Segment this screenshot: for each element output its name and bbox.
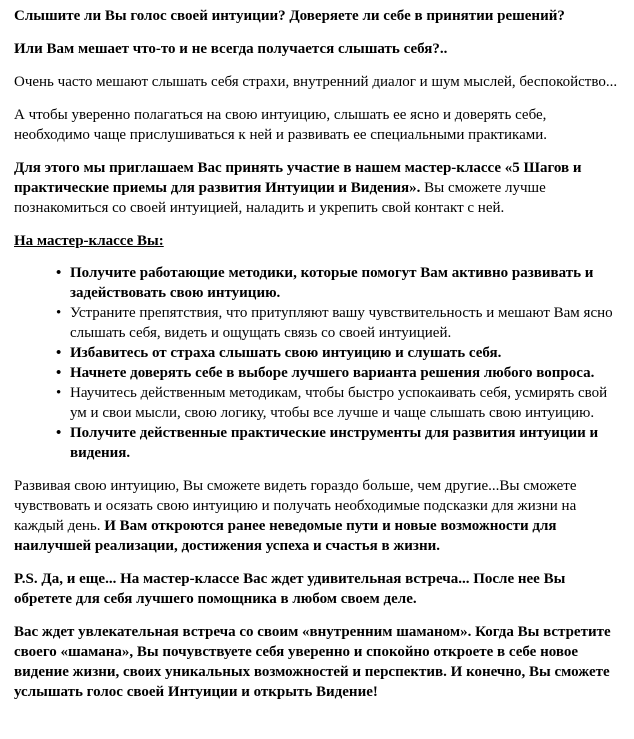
list-item: • Научитесь действенным методикам, чтобы быстро успокаивать себя, усмирять свой ум и свои мысли, свою логику, чтобы все лучше и чаще слышать свою интуицию. — [56, 383, 624, 423]
intro-question-primary: Слышите ли Вы голос своей интуиции? Доверяете ли себе в принятии решений? — [14, 8, 565, 24]
list-item: • Начнете доверять себе в выборе лучшего варианта решения любого вопроса. — [56, 363, 624, 383]
benefits-list — [14, 263, 624, 463]
masterclass-invitation-rest: Вы сможете лучше познакомиться со своей интуицией, наладить и укрепить свой контакт с ней. — [14, 180, 546, 216]
paragraph-masterclass-invitation — [14, 158, 624, 218]
intro-question-secondary: Или Вам мешает что-то и не всегда получается слышать себя?.. — [14, 41, 448, 57]
list-item: • Избавитесь от страха слышать свою интуицию и слушать себя. — [56, 343, 624, 363]
developing-intuition-regular: Развивая свою интуицию, Вы сможете видеть гораздо больше, чем другие...Вы сможете чувствовать и осязать свою интуицию и получать необходимые подсказки для жизни на каждый день. — [14, 478, 577, 534]
paragraph-postscript: P.S. Да, и еще... На мастер-классе Вас ждет удивительная встреча... После нее Вы обретете для себя лучшего помощника в любом своем деле. — [14, 571, 566, 607]
list-item: • Получите действенные практические инструменты для развития интуиции и видения. — [56, 423, 624, 463]
list-item: • Получите работающие методики, которые помогут Вам активно развивать и задействовать свою интуицию. — [56, 263, 624, 303]
section-heading-benefits: На мастер-классе Вы: — [14, 233, 164, 249]
paragraph-intuition-practices: А чтобы уверенно полагаться на свою интуицию, слышать ее ясно и доверять себе, необходимо чаще прислушиваться к ней и развивать ее специальными практиками. — [14, 107, 548, 143]
masterclass-invitation-bold: Для этого мы приглашаем Вас принять участие в нашем мастер-классе «5 Шагов и практические приемы для развития Интуиции и Видения». — [14, 160, 582, 196]
paragraph-developing-intuition — [14, 476, 624, 556]
paragraph-obstacles: Очень часто мешают слышать себя страхи, внутренний диалог и шум мыслей, беспокойство... — [14, 74, 618, 90]
paragraph-closing-shaman: Вас ждет увлекательная встреча со своим «внутренним шаманом». Когда Вы встретите своего «шамана», Вы почувствуете себя уверенно и спокойно откроете в себе новое видение жизни, своих уникальных возможностей и перспектив. И конечно, Вы сможете услышать голос своей Интуиции и открыть Видение! — [14, 624, 611, 700]
developing-intuition-bold: И Вам откроются ранее неведомые пути и новые возможности для наилучшей реализации, достижения успеха и счастья в жизни. — [14, 518, 557, 554]
list-item: • Устраните препятствия, что притупляют вашу чувствительность и мешают Вам ясно слышать себя, видеть и ощущать связь со своей интуицией. — [56, 303, 624, 343]
